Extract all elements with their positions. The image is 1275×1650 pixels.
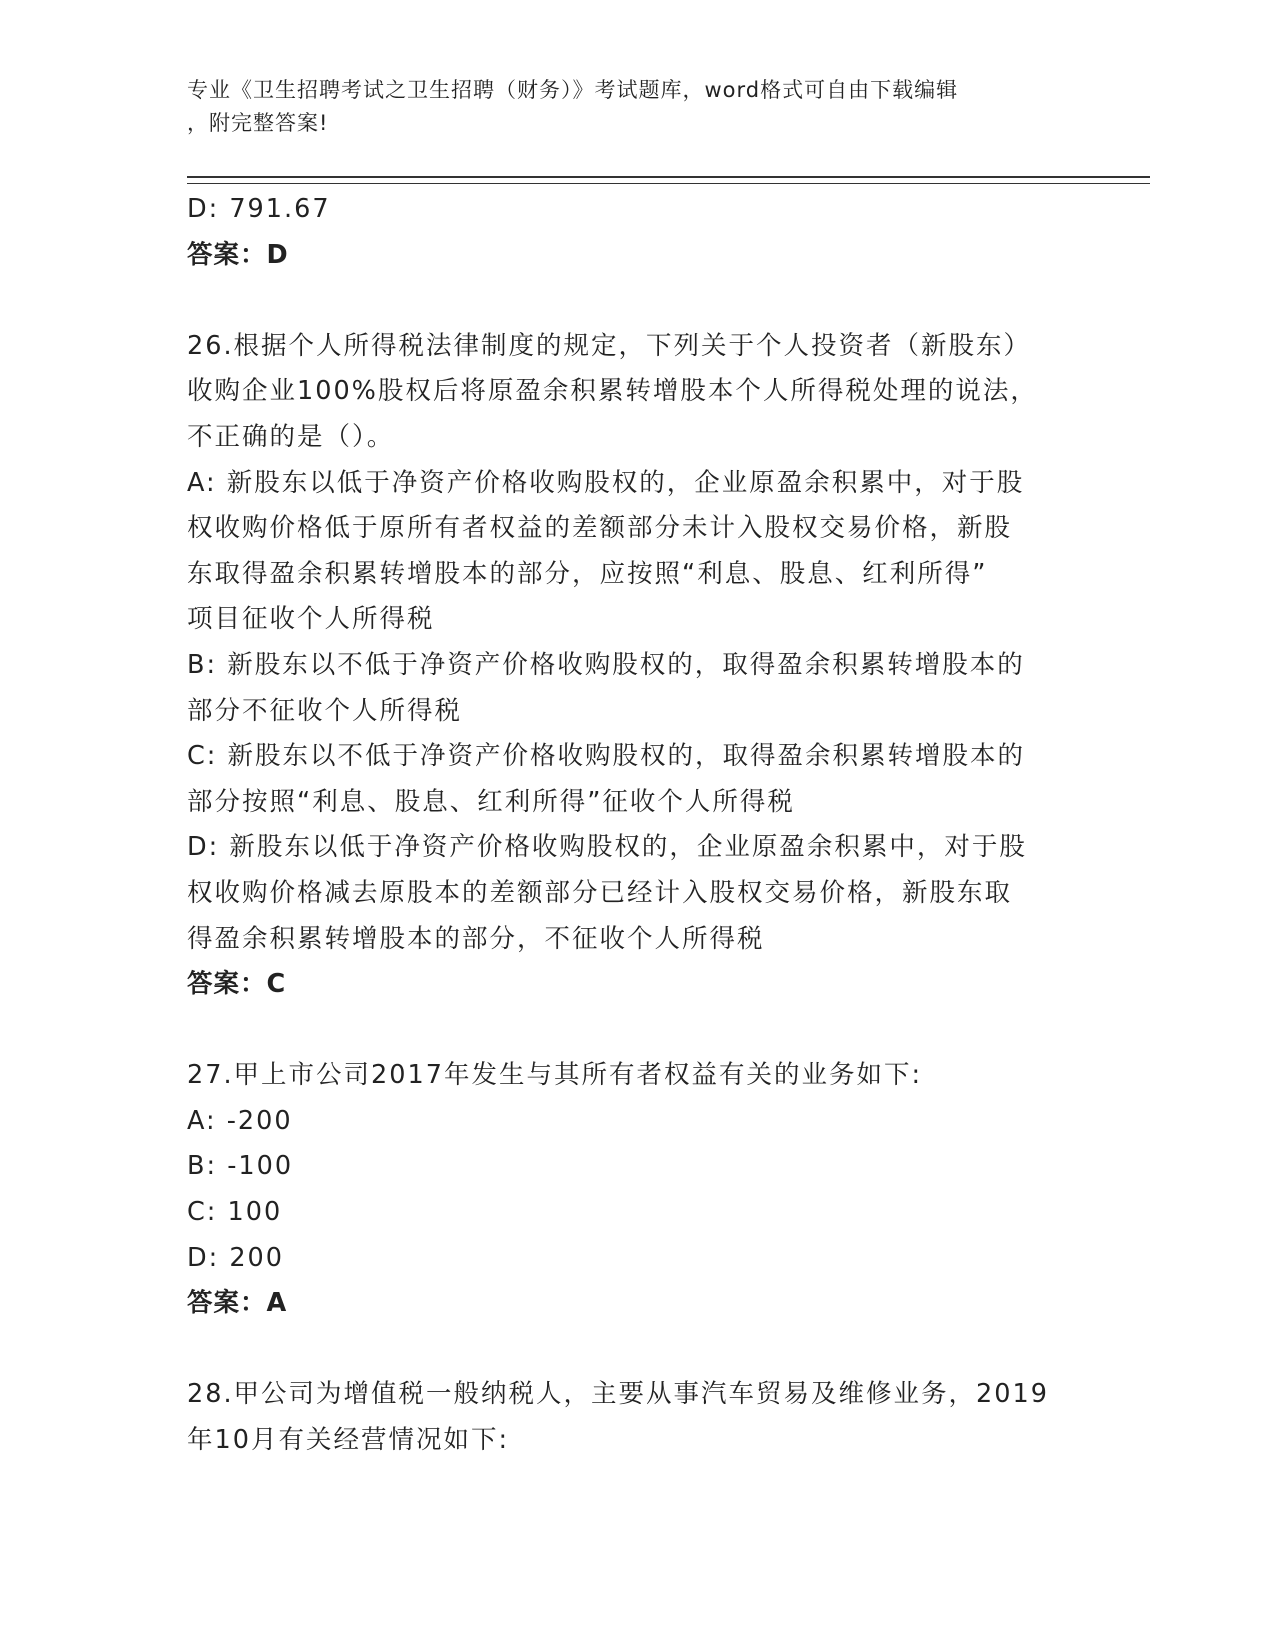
q25-answer: 答案：D — [187, 239, 289, 270]
q28-stem-line: 28.甲公司为增值税一般纳税人，主要从事汽车贸易及维修业务，2019 — [187, 1379, 1049, 1410]
q26-option-d-line: 权收购价格减去原股本的差额部分已经计入股权交易价格，新股东取 — [187, 877, 1013, 908]
q26-option-d-line: D: 新股东以低于净资产价格收购股权的，企业原盈余积累中，对于股 — [187, 832, 1027, 863]
spacer — [187, 278, 1087, 324]
q26-option-b-line: B: 新股东以不低于净资产价格收购股权的，取得盈余积累转增股本的 — [187, 649, 1025, 680]
q26-option-a-line: A: 新股东以低于净资产价格收购股权的，企业原盈余积累中，对于股 — [187, 467, 1025, 498]
header-rule-thin — [187, 183, 1150, 184]
q26-option-b-line: 部分不征收个人所得税 — [187, 695, 463, 726]
q26-option-d-line: 得盈余积累转增股本的部分，不征收个人所得税 — [187, 923, 765, 954]
header-rule-thick — [187, 176, 1150, 178]
q27-option-d: D: 200 — [187, 1242, 285, 1273]
q26-option-c-line: 部分按照“利息、股息、红利所得”征收个人所得税 — [187, 786, 795, 817]
spacer — [187, 1327, 1087, 1373]
question-28 — [187, 1372, 1087, 1463]
header-title-line-2: ，附完整答案! — [187, 111, 329, 135]
q26-stem-line: 26.根据个人所得税法律制度的规定，下列关于个人投资者（新股东） — [187, 330, 1032, 361]
q26-option-a-line: 项目征收个人所得税 — [187, 604, 435, 635]
q27-answer: 答案：A — [187, 1288, 288, 1319]
q26-option-a-line: 东取得盈余积累转增股本的部分，应按照“利息、股息、红利所得” — [187, 558, 988, 589]
q27-option-a: A: -200 — [187, 1105, 293, 1136]
question-27 — [187, 1053, 1087, 1327]
q25-option-d: D: 791.67 — [187, 194, 331, 224]
question-25-tail — [187, 187, 1087, 278]
q26-option-c-line: C: 新股东以不低于净资产价格收购股权的，取得盈余积累转增股本的 — [187, 741, 1026, 772]
q28-stem-line: 年10月有关经营情况如下: — [187, 1425, 510, 1456]
q26-stem-line: 收购企业100%股权后将原盈余积累转增股本个人所得税处理的说法， — [187, 376, 1038, 407]
q27-option-b: B: -100 — [187, 1151, 294, 1182]
q27-option-c: C: 100 — [187, 1197, 283, 1228]
q27-stem: 27.甲上市公司2017年发生与其所有者权益有关的业务如下: — [187, 1060, 923, 1091]
q26-stem-line: 不正确的是（）。 — [187, 421, 395, 452]
header-title-line-1: 专业《卫生招聘考试之卫生招聘（财务）》考试题库，word格式可自由下载编辑 — [187, 78, 959, 102]
question-content — [187, 187, 1087, 1464]
document-header — [187, 74, 1067, 140]
q26-option-a-line: 权收购价格低于原所有者权益的差额部分未计入股权交易价格，新股 — [187, 513, 1013, 544]
question-26 — [187, 324, 1087, 1008]
q26-answer: 答案：C — [187, 969, 287, 1000]
spacer — [187, 1008, 1087, 1054]
